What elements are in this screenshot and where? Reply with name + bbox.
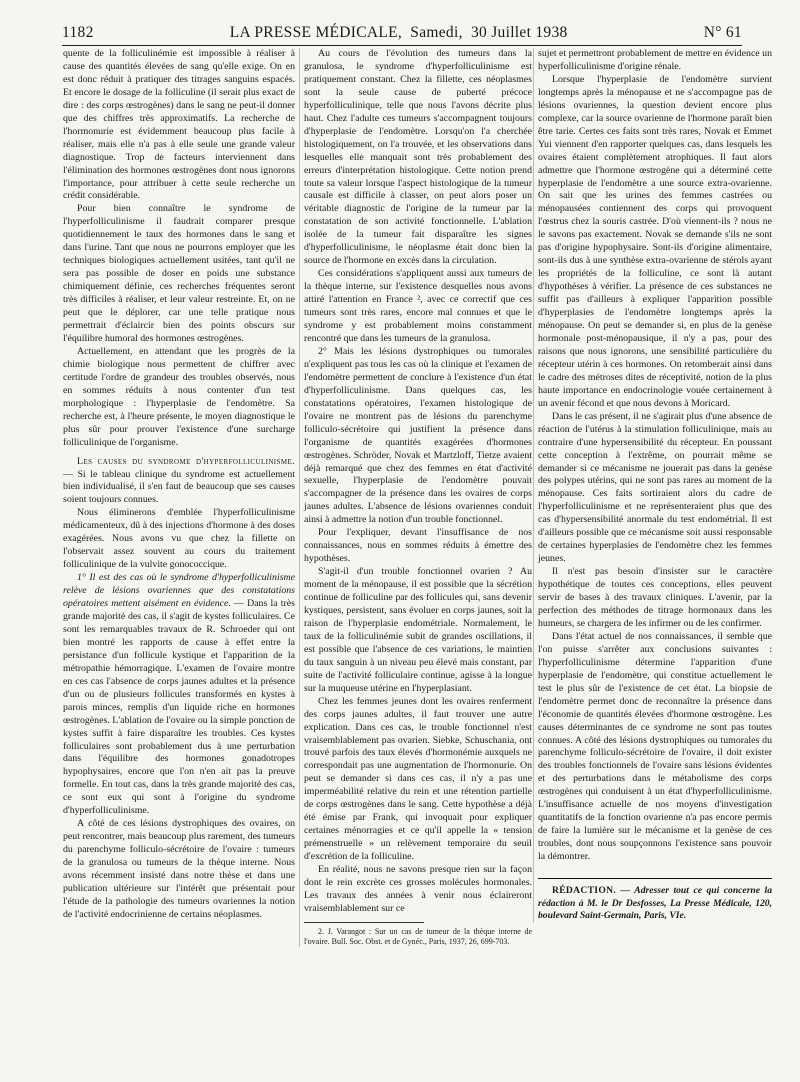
redaction-text: — Adresser tout ce qui concerne la rédaction à M. le Dr Desfosses, La Presse Médicale, 120, boulevard Saint-Germain, Paris, VIe. bbox=[538, 885, 772, 922]
journal-title-line bbox=[94, 24, 704, 42]
journal-name: LA PRESSE MÉDICALE, bbox=[229, 24, 403, 41]
paragraph: Dans l'état actuel de nos connaissances, il semble que l'on puisse s'arrêter aux conclusions suivantes : l'hyperfolliculinisme détermine l'apparition d'une hyperplasie de l'endomètre, qui constitue actuellement le test le plus sûr de l'existence de cet état. La biopsie de l'endomètre permet donc de reconnaître la présence dans l'économie de quantités élevées d'hormone œstrogène. Les causes déterminantes de ce syndrome ne sont pas toutes connues. A côté des lésions dystrophiques ou tumorales du parenchyme folliculo-sécrétoire de l'ovaire, il doit exister des troubles fonctionnels de l'ovaire sans lésions évidentes et des perturbations dans le métabolisme des corps œstrogènes qui conduisent à un état d'hyperfolliculinisme. L'insuffisance actuelle de nos moyens d'investigation quantitatifs de la fonction ovarienne n'a pas encore permis de faire la lumière sur le mécanisme et la genèse de ces troubles, dont nous soupçonnons l'existence sans pouvoir la démontrer. bbox=[538, 630, 772, 863]
footnote: 2. J. Varangot : Sur un cas de tumeur de la thèque interne de l'ovaire. Bull. Soc. Obst. et de Gynéc., Paris, 1937, 26, 699-703. bbox=[304, 926, 532, 946]
page-number: 1182 bbox=[62, 24, 94, 41]
paragraph: sujet et permettront probablement de mettre en évidence un hyperfolliculinisme d'origine rénale. bbox=[538, 48, 772, 72]
paragraph: quente de la folliculinémie est impossible à réaliser à cause des quantités élevées de sang qu'elle exige. On en est donc réduit à pratiquer des titrages sanguins espacés. Et encore le dosage de la folliculine (il serait plus exact de dire : des corps œstrogènes) dans le sang ne peut-il donner que des chiffres très approximatifs. La recherche de l'hormonurie est évidemment beaucoup plus facile à réaliser, mais elle n'a pas à elle seule une grande valeur diagnostique. Trop de facteurs interviennent dans l'élimination des hormones œstrogènes dont nous ignorons l'importance, pour attribuer à cette seule recherche un crédit considérable. bbox=[63, 48, 295, 202]
column-left bbox=[63, 48, 295, 922]
paragraph: — Si le tableau clinique du syndrome est actuellement bien individualisé, il s'en faut de beaucoup que ses causes soient toujours connues. bbox=[63, 468, 295, 506]
paragraph: S'agit-il d'un trouble fonctionnel ovarien ? Au moment de la ménopause, il est possible que la sécrétion continue de folliculine par des follicules qui, sans devenir kystiques, persistent, sans évoluer en corps jaunes, soit la raison de l'hyperplasie endométriale. Normalement, le taux de la folliculinémie subit de grandes oscillations, il est possible que l'absence de ces variations, le maintien du taux sanguin à un niveau peu élevé mais constant, par suite de l'activité folliculaire continue, agisse à la longue sur la muqueuse utérine en l'hyperplasiant. bbox=[304, 566, 532, 694]
paragraph: Lorsque l'hyperplasie de l'endomètre survient longtemps après la ménopause et ne s'accompagne pas de lésions ovariennes, la question devient encore plus complexe, car la source ovarienne de l'hormone paraît bien être tarie. Certes ces faits sont très rares, Novak et Emmet Yui viennent d'en rapporter quelques cas, dans lesquels les ovaires étaient complètement atrophiques. Il faut alors admettre que l'hormone œstrogène qui a déterminé cette hyperplasie de l'endomètre a une source extra-ovarienne. On sait que les urines des femmes castrées ou ménopausées contiennent des corps qui provoquent l'œstrus chez la souris castrée. D'où viennent-ils ? nous ne le savons pas exactement. Novak se demande s'ils ne sont pas d'origine hypophysaire. Sont-ils d'origine alimentaire, sont-ils dus à une synthèse extra-ovarienne de stérols ayant les propriétés de la folliculine, ce sont là autant d'hypothèses à vérifier. La présence de ces substances ne suffit pas d'ailleurs à expliquer l'apparition possible d'hyperplasies de l'endomètre longtemps après la ménopause. On peut se demander si, en plus de la genèse hormonale post-ménopausique, il n'y a pas, pour des raisons que nous ignorons, une sensibilité particulière du récepteur utérin à ces hormones. On retomberait ainsi dans le cadre des métroses dites de réceptivité, notion de la plus haute importance en endocrinologie vouée certainement à un avenir fécond et que nous devons à Moricard. bbox=[538, 73, 772, 409]
column-right bbox=[533, 48, 772, 923]
issue-date: 30 Juillet 1938 bbox=[470, 24, 568, 41]
paragraph: Nous éliminerons d'emblée l'hyperfolliculinisme médicamenteux, dû à des injections d'hormone à des doses exagérées. Nous avons vu que chez la fillette on l'observait assez souvent au cours du traitement folliculinique de la vulvite gonococcique. bbox=[63, 507, 295, 571]
page-header bbox=[62, 20, 742, 46]
issue-number: N° 61 bbox=[703, 24, 742, 41]
list-item-block bbox=[63, 572, 295, 818]
paragraph: Actuellement, en attendant que les progrès de la chimie biologique nous permettent de chiffrer avec certitude l'ordre de grandeur des troubles observés, nous en sommes réduits à nous contenter d'un test morphologique : l'hyperplasie de l'endomètre. Sa recherche est, à l'heure présente, le moyen diagnostique le plus sûr pour prouver l'existence d'une surcharge folliculinique de l'organisme. bbox=[63, 345, 295, 448]
redaction-divider bbox=[538, 878, 772, 879]
paragraph: Au cours de l'évolution des tumeurs dans la granulosa, le syndrome d'hyperfolliculinisme est pratiquement constant. Chez la fillette, ces néoplasmes sont la seule cause de puberté précoce hyperfolliculinique, telle que nous l'avons décrite plus haut. Chez l'adulte ces tumeurs s'accompagnent toujours d'hyperplasie de l'endomètre. Lorsqu'on l'a cherchée histologiquement, on l'a trouvée, et les observations dans lesquelles elle manquait sont très probablement des erreurs d'interprétation histologique. Cette notion prend toute sa valeur lorsque l'aspect histologique de la tumeur causale est difficile à classer, on peut alors poser un véritable diagnostic de l'origine de la tumeur par la constatation de son activité fonctionnelle. L'ablation isolée de la tumeur fait disparaître les signes d'hyperfolliculinisme, le néoplasme était donc bien la source de l'hormone en excès dans la circulation. bbox=[304, 48, 532, 267]
section-block bbox=[63, 456, 295, 508]
redaction-label: RÉDACTION. bbox=[552, 885, 617, 897]
paragraph: Dans le cas présent, il ne s'agirait plus d'une absence de réaction de l'utérus à la stimulation folliculinique, mais au contraire d'une hypersensibilité du récepteur. En poussant cette conception à l'extrême, on pourrait même se demander si ce mécanisme ne jouerait pas dans la genèse des polypes utérins, qui ne sont pas rares au moment de la ménopause. Ces faits sortiraient alors du cadre de l'hyperfolliculinisme et ne représenteraient plus que des cas d'hypersensibilité anormale du test endométrial. Il est d'ailleurs possible que ce mécanisme soit aussi responsable de certaines hyperplasies de l'endomètre chez les femmes jeunes. bbox=[538, 410, 772, 565]
footnote-divider bbox=[304, 922, 424, 923]
section-heading: Les causes du syndrome d'hyperfolliculinisme. bbox=[77, 455, 295, 467]
paragraph: A côté de ces lésions dystrophiques des ovaires, on peut rencontrer, mais beaucoup plus rarement, des tumeurs du parenchyme folliculo-sécrétoire de l'ovaire : tumeurs de la granulosa ou tumeurs de la thèque interne. Nous avons récemment insisté dans notre thèse et dans une publication ultérieure sur l'intérêt que présentait pour l'étude de la pathologie des tumeurs ovariennes la notion de l'activité endocrinienne de certains néoplasmes. bbox=[63, 818, 295, 920]
paragraph: Chez les femmes jeunes dont les ovaires renferment des corps jaunes adultes, il faut trouver une autre explication. Dans ces cas, le trouble fonctionnel n'est vraisemblablement pas ovarien. Siebke, Schuschania, ont trouvé parfois des taux élevés d'hormonémie auxquels ne correspondait pas une augmentation de l'hormonurie. On peut se demander si dans ces cas, il n'y a pas une imperméabilité relative du rein et une rétention partielle de corps œstrogènes dans le sang. Cette hypothèse a déjà été émise par Frank, qui invoquait pour expliquer certaines ménorragies et ce qu'il appelle la « tension prémenstruelle » un relèvement temporaire du seuil d'excrétion de la folliculine. bbox=[304, 695, 532, 863]
paragraph: 2° Mais les lésions dystrophiques ou tumorales n'expliquent pas tous les cas où la clinique et l'examen de l'endomètre permettent de conclure à l'existence d'un état d'hyperfolliculinisme. Dans quelques cas, les constatations opératoires, l'examen histologique de l'ovaire ne montrent pas de lésions du parenchyme folliculo-sécrétoire qui justifient la présence dans l'organisme de quantités exagérées d'hormones œstrogènes. Schröder, Novak et Martzloff, Tietze avaient déjà remarqué que chez des femmes en état d'activité sexuelle, l'hyperplasie de l'endomètre pouvait s'accompagner de la présence dans les ovaires de corps jaunes adultes. L'absence de lésions ovariennes conduit ainsi à admettre la notion d'un trouble fonctionnel. bbox=[304, 345, 532, 526]
paragraph: Ces considérations s'appliquent aussi aux tumeurs de la thèque interne, sur l'existence desquelles nous avons attiré l'attention en France ², avec ce correctif que ces tumeurs sont très rares, encore mal connues et que le syndrome y est probablement moins constamment rencontré que dans les tumeurs de la granulosa. bbox=[304, 268, 532, 344]
paragraph: Il n'est pas besoin d'insister sur le caractère hypothétique de toutes ces conceptions, elles peuvent servir de bases à des travaux cliniques. L'avenir, par la perfection des méthodes de titrage hormonaux dans les humeurs, se chargera de les infirmer ou de les confirmer. bbox=[538, 566, 772, 629]
paragraph: Pour l'expliquer, devant l'insuffisance de nos connaissances, nous en sommes réduits à émettre des hypothèses. bbox=[304, 527, 532, 565]
paragraph: En réalité, nous ne savons presque rien sur la façon dont le rein excrète ces grosses molécules hormonales. Les travaux des années à venir nous éclaireront vraisemblablement sur ce bbox=[304, 864, 532, 914]
paragraph: Pour bien connaître le syndrome de l'hyperfolliculinisme il faudrait comparer presque quotidiennement le taux des hormones dans le sang et dans l'urine. Tant que nous ne pourrons employer que les techniques biologiques actuellement usitées, tant qu'il ne sera pas possible de doser en poids une substance chimiquement définie, ces recherches fréquentes seront très difficiles à réaliser, et leur valeur restreinte. Et, on ne peut que le déplorer, car une telle pratique nous permettrait d'éclaircir bien des points obscurs sur l'équilibre humoral des hormones œstrogènes. bbox=[63, 203, 295, 344]
column-middle bbox=[299, 48, 532, 947]
redaction-notice bbox=[538, 885, 772, 923]
weekday: Samedi, bbox=[410, 24, 463, 41]
paragraph: — Dans la très grande majorité des cas, il s'agit de kystes folliculaires. Ce sont les remarquables travaux de R. Schroeder qui ont bien montré les rapports de cause à effet entre la persistance d'un follicule kystique et l'apparition de la métropathie hémorragique. L'examen de l'ovaire montre en ces cas l'absence de corps jaunes adultes et la présence d'un ou de plusieurs follicules transformés en kystes à parois minces, remplis d'un liquide riche en hormones œstrogènes. L'ablation de l'ovaire ou la simple ponction de kystes suffit à faire disparaître les troubles. Ces kystes folliculaires sont probablement dus à une perturbation dans l'équilibre des hormones gonadotropes hypophysaires, encore que l'on n'en ait pas la preuve formelle. En tout cas, dans la très grande majorité des cas, ce sont eux qui sont à l'origine du syndrome d'hyperfolliculinisme. bbox=[63, 598, 295, 817]
list-item-lead: 1° Il est des cas où le syndrome d'hyperfolliculinisme relève de lésions ovariennes que des constatations opératoires mettent aisément en évidence. bbox=[63, 572, 295, 610]
